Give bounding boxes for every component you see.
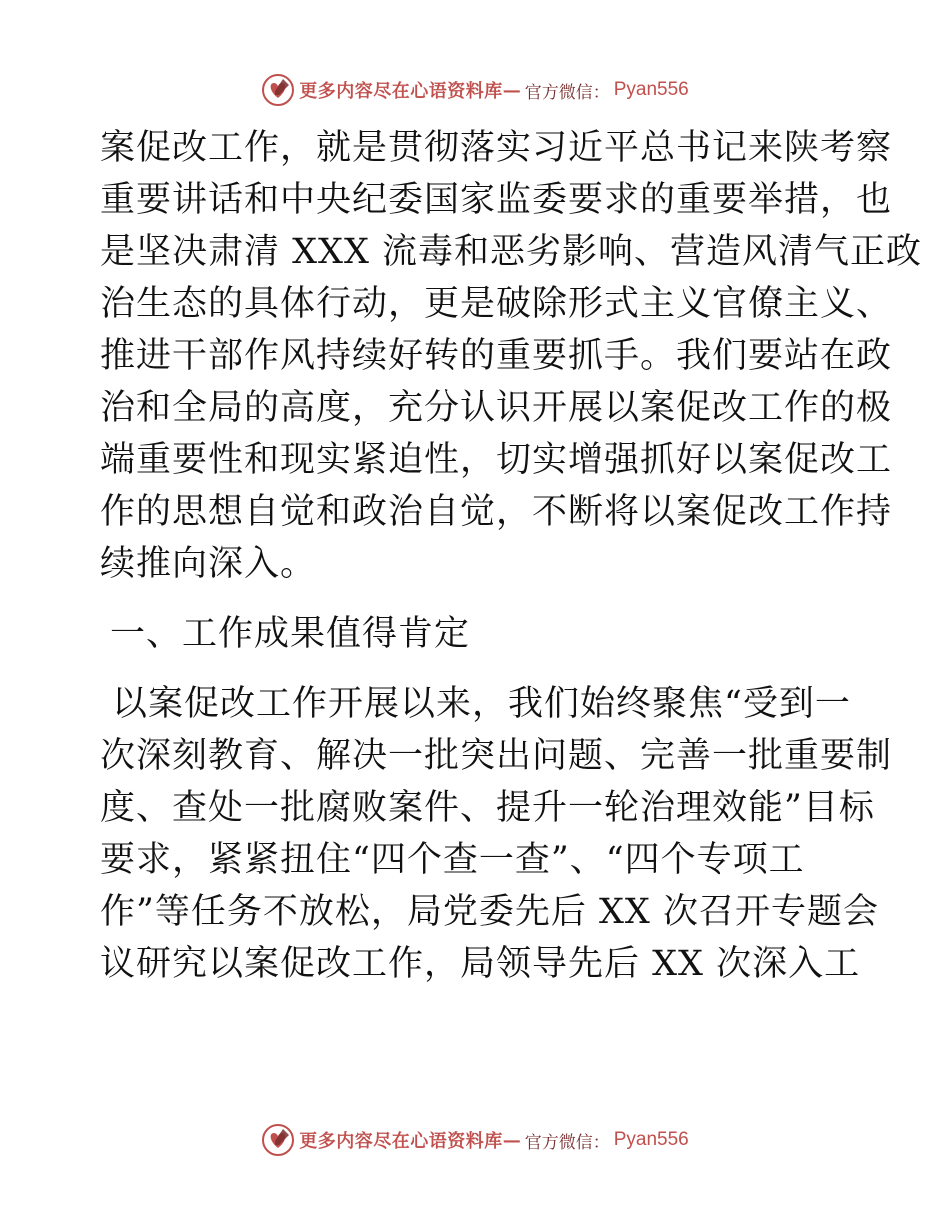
text-line: 次深刻教育、解决一批突出问题、完善一批重要制 (100, 736, 893, 776)
banner-site-name: 更多内容尽在心语资料库 (299, 1131, 503, 1152)
text-line: 作”等任务不放松，局党委先后 XX 次召开专题会 (100, 892, 879, 932)
text-line: 案促改工作，就是贯彻落实习近平总书记来陕考察 (100, 128, 893, 168)
heart-pen-icon (261, 1123, 295, 1157)
document-body (100, 122, 923, 990)
text-line: 以案促改工作开展以来，我们始终聚焦“受到一 (112, 684, 851, 724)
text-line: 度、查处一批腐败案件、提升一轮治理效能”目标 (100, 788, 875, 828)
paragraph-2 (100, 678, 893, 990)
section-heading: 一、工作成果值得肯定 (110, 614, 471, 654)
text-line: 议研究以案促改工作，局领导先后 XX 次深入工 (100, 944, 861, 984)
text-line: 重要讲话和中央纪委国家监委要求的重要举措，也 (100, 180, 893, 220)
banner-dash: — (502, 1129, 521, 1151)
heart-pen-icon (261, 73, 295, 107)
text-line: 要求，紧紧扭住“四个查一查”、“四个专项工 (100, 840, 805, 880)
banner-wechat-id: Pyan556 (613, 79, 689, 100)
text-line: 治和全局的高度，充分认识开展以案促改工作的极 (100, 388, 893, 428)
text-line: 是坚决肃清 XXX 流毒和恶劣影响、营造风清气正政 (100, 232, 923, 272)
text-line: 端重要性和现实紧迫性，切实增强抓好以案促改工 (100, 440, 893, 480)
paragraph-1 (100, 122, 923, 590)
footer-banner (0, 1120, 950, 1160)
text-line: 推进干部作风持续好转的重要抓手。我们要站在政 (100, 336, 893, 376)
header-banner (0, 70, 950, 110)
text-line: 续推向深入。 (100, 544, 317, 584)
banner-wechat-id: Pyan556 (613, 1129, 689, 1150)
banner-wechat-label: 官方微信： (524, 1132, 610, 1153)
text-line: 治生态的具体行动，更是破除形式主义官僚主义、 (100, 284, 893, 324)
text-line: 作的思想自觉和政治自觉，不断将以案促改工作持 (100, 492, 893, 532)
banner-wechat-label: 官方微信： (524, 82, 610, 103)
banner-site-name: 更多内容尽在心语资料库 (299, 81, 503, 102)
banner-dash: — (502, 79, 521, 101)
